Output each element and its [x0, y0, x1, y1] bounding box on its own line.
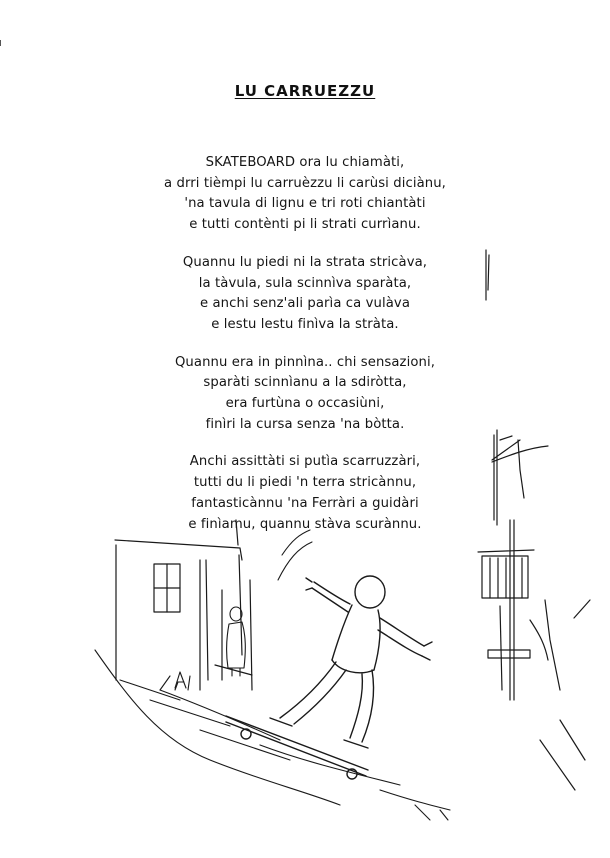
- verse-line: finìri la cursa senza 'na bòtta.: [205, 416, 405, 432]
- margin-mark: [0, 40, 4, 46]
- verse-line: e tutti contènti pi li strati currìanu.: [189, 217, 421, 233]
- verse-line: SKATEBOARD ora lu chiamàti,: [205, 155, 405, 170]
- verse-line: Quannu lu piedi ni la strata stricàva,: [182, 254, 428, 270]
- verse-line: 'na tavula di lignu e tri roti chiantàti: [184, 196, 426, 212]
- verse-line: tutti du li piedi 'n terra stricànnu,: [193, 475, 417, 491]
- verse-line: era furtùna o occasiùni,: [225, 396, 385, 412]
- verse-line: Anchi assittàti si putìa scarruzzàri,: [189, 454, 421, 470]
- stanza-1: [60, 153, 550, 236]
- verse-line: Quannu era in pinnìna.. chi sensazioni,: [174, 354, 436, 370]
- verse-line: sparàti scinnìanu a la sdiròtta,: [203, 375, 407, 391]
- poem-body: [60, 153, 550, 552]
- skateboarder-figure-sketch: [226, 576, 432, 779]
- verse-line: e finìamu, quannu stàva scurànnu.: [188, 516, 422, 532]
- stanza-4: [60, 452, 550, 535]
- stanza-2: [60, 253, 550, 336]
- verse-line: la tàvula, sula scinnìva sparàta,: [198, 275, 412, 291]
- verse-line: a drri tièmpi lu carruèzzu li carùsi diciànu,: [164, 175, 446, 191]
- woman-figure-sketch: [227, 607, 246, 676]
- artist-initial-sketch: [175, 672, 190, 690]
- poem-title: LU CARRUEZZU: [234, 82, 376, 100]
- verse-line: e anchi senz'ali parìa ca vulàva: [199, 296, 411, 312]
- verse-line: fantasticànnu 'na Ferràri a guidàri: [191, 495, 419, 511]
- verse-line: e lestu lestu finìva la stràta.: [211, 316, 399, 332]
- street-slope-sketch: [95, 650, 450, 820]
- stanza-3: [60, 353, 550, 436]
